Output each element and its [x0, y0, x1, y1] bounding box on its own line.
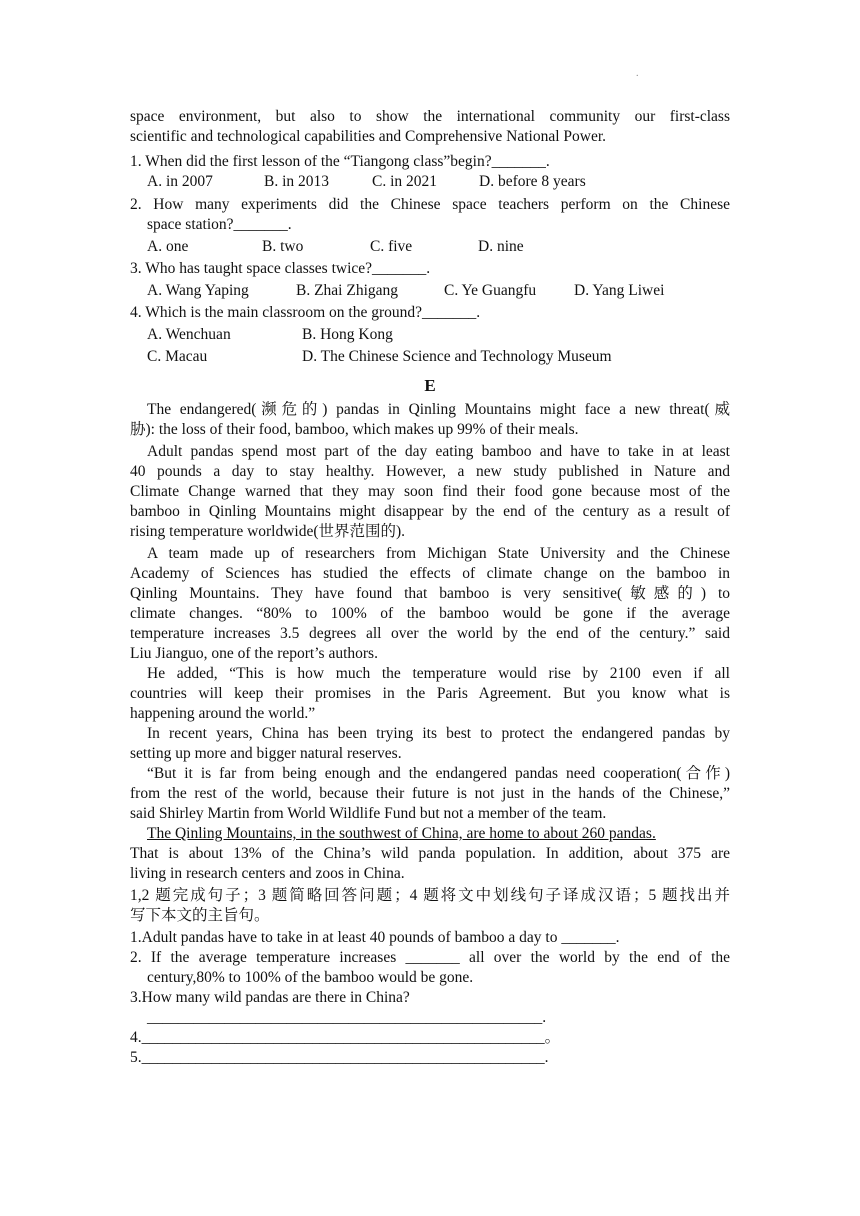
text-line: setting up more and bigger natural reserves.: [130, 745, 402, 762]
option: D. The Chinese Science and Technology Museum: [302, 348, 612, 365]
task-4: 4.____________________________________________________。: [130, 1029, 561, 1046]
question-2: 2. How many experiments did the Chinese space teachers perform on the Chinese: [130, 196, 730, 213]
option: B. Zhai Zhigang: [296, 282, 399, 299]
text-line: said Shirley Martin from World Wildlife Fund but not a member of the team.: [130, 805, 607, 822]
option: B. two: [262, 238, 304, 255]
text-line: temperature increases 3.5 degrees all over the world by the end of the century.” said: [130, 625, 730, 642]
option: B. in 2013: [264, 173, 330, 190]
text-line: scientific and technological capabilities and Comprehensive National Power.: [130, 128, 607, 145]
question-2-cont: space station?_______.: [147, 216, 292, 233]
text-line: happening around the world.”: [130, 705, 316, 722]
option: D. before 8 years: [479, 173, 586, 190]
question-1-options: [130, 172, 730, 192]
option: A. Wang Yaping: [147, 282, 249, 299]
option: B. Hong Kong: [302, 326, 393, 343]
text-line: rising temperature worldwide(世界范围的).: [130, 523, 406, 540]
question-4: 4. Which is the main classroom on the ground?_______.: [130, 304, 481, 321]
instruction-line: 1,2 题完成句子；3 题简略回答问题；4 题将文中划线句子译成汉语；5 题找出并: [130, 887, 730, 904]
question-4-options-b: [130, 347, 730, 367]
text-line: climate changes. “80% to 100% of the bamboo would be gone if the average: [130, 605, 730, 622]
question-2-options: [130, 237, 730, 257]
option: A. Wenchuan: [147, 326, 231, 343]
question-4-options-a: [130, 325, 730, 345]
task-2-cont: century,80% to 100% of the bamboo would be gone.: [147, 969, 474, 986]
option: C. Ye Guangfu: [444, 282, 537, 299]
text-line: He added, “This is how much the temperature would rise by 2100 even if all: [147, 665, 730, 682]
text-line: Climate Change warned that they may soon find their food gone because most of the: [130, 483, 730, 500]
text-line: That is about 13% of the China’s wild panda population. In addition, about 375 are: [130, 845, 730, 862]
task-3-answer-blank: ___________________________________________________.: [147, 1009, 547, 1026]
option: D. Yang Liwei: [574, 282, 665, 299]
option: D. nine: [478, 238, 524, 255]
question-list: [130, 152, 730, 367]
intro-paragraph: [130, 107, 730, 147]
option: C. five: [370, 238, 413, 255]
text-line: 40 pounds a day to stay healthy. However, a new study published in Nature and: [130, 463, 730, 480]
text-line: living in research centers and zoos in China.: [130, 865, 405, 882]
question-3-options: [130, 281, 730, 301]
text-line: Qinling Mountains. They have found that bamboo is very sensitive(敏感的) to: [130, 585, 730, 602]
text-line: from the rest of the world, because their future is not just in the hands of the Chinese,”: [130, 785, 730, 802]
underlined-text: The Qinling Mountains, in the southwest of China, are home to about 260 pandas.: [147, 825, 656, 842]
task-3: 3.How many wild pandas are there in China?: [130, 989, 410, 1006]
text-line: A team made up of researchers from Michigan State University and the Chinese: [147, 545, 730, 562]
text-line: “But it is far from being enough and the endangered pandas need cooperation(合作): [147, 765, 730, 782]
text-line: Liu Jianguo, one of the report’s authors.: [130, 645, 378, 662]
text-line: In recent years, China has been trying its best to protect the endangered pandas by: [147, 725, 730, 742]
passage-e: [130, 400, 730, 1068]
option: C. in 2021: [372, 173, 438, 190]
underlined-sentence: [130, 824, 730, 844]
section-heading: E: [424, 376, 436, 395]
task-2: 2. If the average temperature increases _______ all over the world by the end of the: [130, 949, 730, 966]
text-line: 胁): the loss of their food, bamboo, which makes up 99% of their meals.: [130, 421, 579, 438]
instruction-line: 写下本文的主旨句。: [130, 907, 270, 924]
text-line: countries will keep their promises in the Paris Agreement. But you know what is: [130, 685, 730, 702]
text-line: bamboo in Qinling Mountains might disappear by the end of the century as a result of: [130, 503, 730, 520]
text-line: Adult pandas spend most part of the day eating bamboo and have to take in at least: [147, 443, 730, 460]
option: C. Macau: [147, 348, 208, 365]
text-line: Academy of Sciences has studied the effects of climate change on the bamboo in: [130, 565, 730, 582]
option: A. one: [147, 238, 189, 255]
text-line: The endangered(濒危的) pandas in Qinling Mountains might face a new threat(威: [147, 401, 730, 418]
question-3: 3. Who has taught space classes twice?_______.: [130, 260, 431, 277]
option: A. in 2007: [147, 173, 213, 190]
task-1: 1.Adult pandas have to take in at least 40 pounds of bamboo a day to _______.: [130, 929, 620, 946]
text-line: space environment, but also to show the international community our first-class: [130, 108, 730, 125]
question-1: 1. When did the first lesson of the “Tiangong class”begin?_______.: [130, 153, 550, 170]
top-mark: .: [636, 68, 639, 79]
task-5: 5.____________________________________________________.: [130, 1049, 549, 1066]
